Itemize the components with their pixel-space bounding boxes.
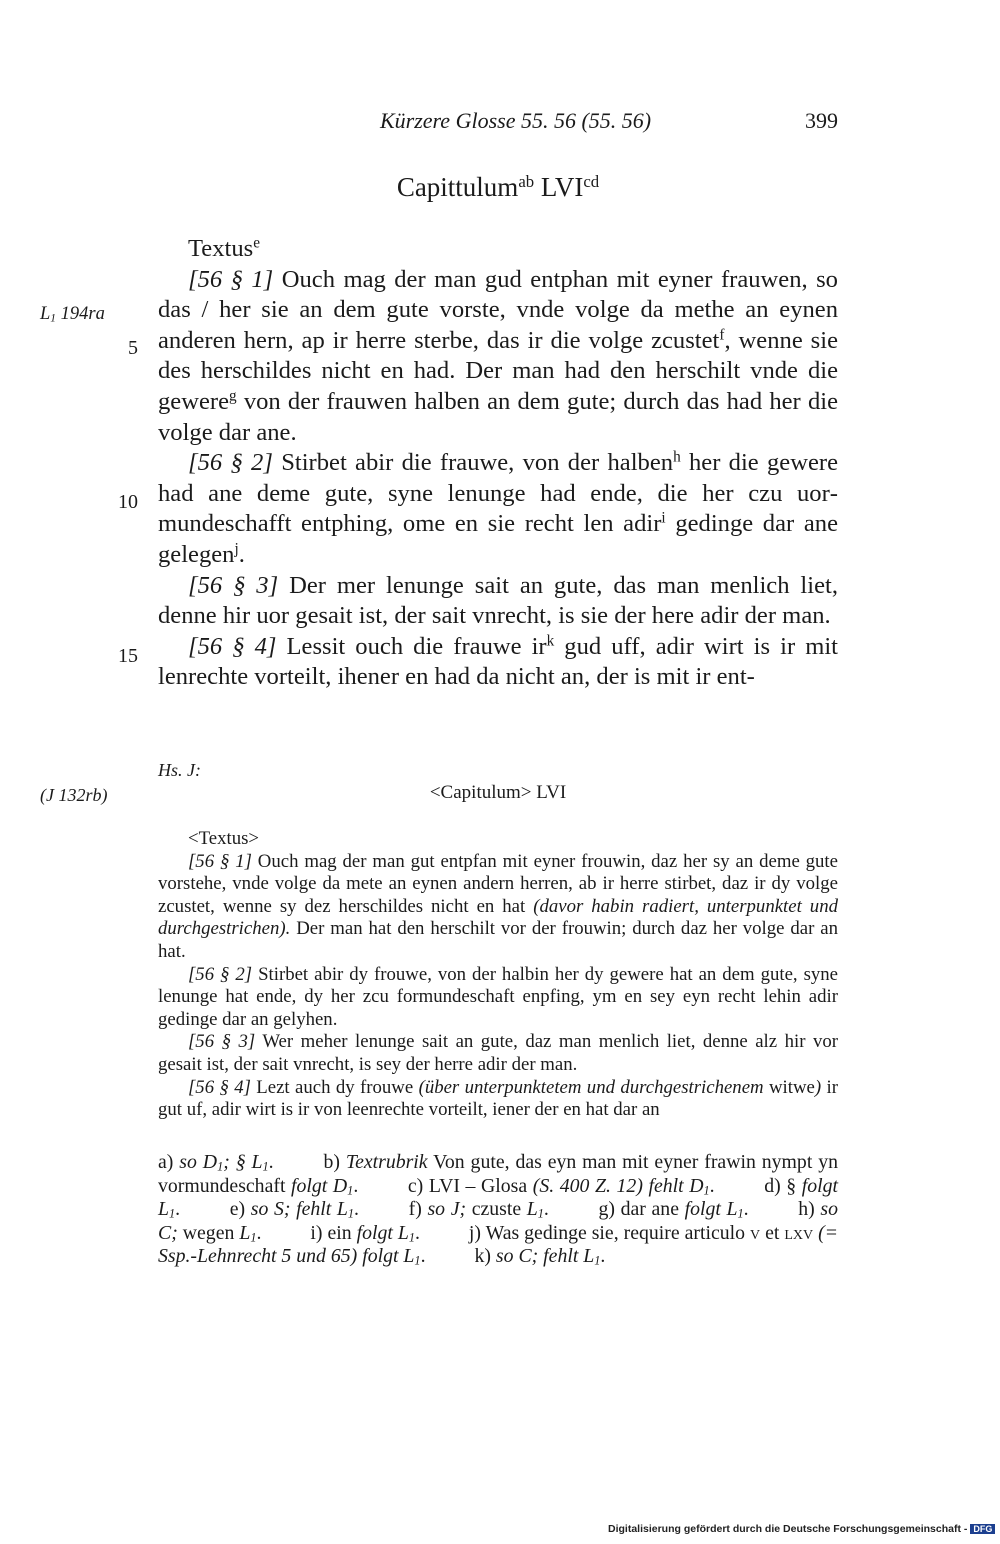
footnote-i: i) ein folgt $L_1$. [310, 1221, 420, 1244]
footnote-d: d) § folgt $L_1$. [158, 1174, 839, 1221]
hsj-paragraph-4: [56 § 4] Lezt auch dy frouwe (über unterpunktetem und durchgestrichenem witwe) ir gut uf, adir wirt is ir von leenrechte vorteilt, iener der en hat dar an [158, 1076, 838, 1121]
chapter-numeral: LVI [540, 172, 584, 202]
hsj-paragraph-2: [56 § 2] Stirbet abir dy frouwe, von der halbin her dy gewere hat an dem gute, syne lenunge hat ende, dy her zcu formundeschaft enpfing, ym en sey eyn recht lehin adir gedinge dar an gelyhen. [158, 963, 838, 1030]
hsj-label: Hs. J: [158, 760, 201, 780]
footnote-a: a) so $D_1$; § $L_1$. [158, 1151, 274, 1174]
line-number-5: 5 [128, 337, 138, 359]
page-number: 399 [805, 108, 838, 133]
section-ref: [56 § 2] [188, 449, 273, 477]
margin-ref-j: (J 132rb) [40, 785, 108, 805]
main-text [158, 234, 838, 693]
chapter-title [158, 172, 838, 203]
hsj-textus-heading: <Textus> [188, 828, 259, 849]
textus-heading: Textus$^e$ [188, 234, 260, 262]
footnote-c: c) LVI – Glosa (S. 400 Z. 12) fehlt $D_1$. [407, 1174, 715, 1197]
margin-ref-l1: $L_1$ 194ra [40, 304, 105, 325]
section-ref: [56 § 3] [188, 571, 279, 599]
funding-notice: Digitalisierung gefördert durch die Deutsche Forschungsgemeinschaft - DFG [608, 1523, 995, 1535]
footnote-h: h) so C; wegen $L_1$. [158, 1198, 838, 1244]
paragraph-2: [56 § 2] Stirbet abir die frauwe, von der halben$^h$ her die gewere had ane deme gute, syne lenunge had ende, die her czu uormundeschafft entphing, ome en sie recht len adir$^i$ gedinge dar ane gelegen$^j$. [158, 448, 838, 568]
footnote-b: b) Textrubrik Von gute, das eyn man mit eyner frawin nympt yn vormundeschaft folgt $D_1$. [158, 1151, 838, 1197]
paragraph-3: [56 § 3] Der mer lenunge sait an gute, das man menlich liet, denne hir uor gesait ist, der sait vnrecht, is sie der here adir der man. [158, 571, 838, 630]
footnotes [158, 1151, 838, 1269]
hsj-chapter-title: <Capitulum> LVI [429, 782, 567, 803]
footnote-k: k) so C; fehlt $L_1$. [474, 1245, 606, 1268]
chapter-footnote-mark-cd: cd [583, 171, 600, 191]
line-number-15: 15 [118, 645, 138, 667]
section-ref: [56 § 4] [188, 632, 277, 660]
hsj-paragraph-1: [56 § 1] Ouch mag der man gut entpfan mit eyner frouwin, daz her sy an deme gute vorstehe, vnde volge da mete an eynen andern herren, ab ir herre stirbet, daz ir dy volge zcustet, wenne sy dez herschildes nicht en hat (davor habin radiert, unterpunktet und durchgestrichen). Der man hat den herschilt vor der frouwin; durch daz her volge dar an hat. [158, 850, 838, 962]
footnote-g: g) dar ane folgt $L_1$. [598, 1198, 749, 1221]
section-ref: [56 § 1] [188, 265, 274, 293]
hsj-paragraph-3: [56 § 3] Wer meher lenunge sait an gute, daz man menlich liet, denne alz hir vor gesait ist, der sait vnrecht, is sey der herre adir der man. [158, 1031, 838, 1075]
running-title: Kürzere Glosse 55. 56 (55. 56) [380, 108, 652, 133]
dfg-logo: DFG [970, 1524, 995, 1534]
chapter-footnote-mark-ab: ab [518, 171, 535, 191]
footnote-e: e) so S; fehlt $L_1$. [229, 1198, 359, 1221]
hsj-text [158, 828, 838, 1122]
paragraph-1: [56 § 1] Ouch mag der man gud entphan mit eyner frauwen, so das / her sie an dem gute vorste, vnde volge da methe an eynen anderen hern, ap ir herre sterbe, das ir die volge zcustet$^f$, wenne sie des herschildes nicht en had. Der man had den herschilt vnde die gewere$^g$ von der frauwen halben an dem gute; durch das had her die volge dar ane. [158, 265, 838, 446]
footnote-f: f) so J; czuste $L_1$. [408, 1198, 549, 1221]
paragraph-4: [56 § 4] Lessit ouch die frauwe $ir^k$ gud uff, adir wirt is ir mit lenrechte vorteilt, ihener en had da nicht an, der is mit ir ent- [158, 632, 838, 691]
footnote-j: j) Was gedinge sie, require articulo v et lxv (= Ssp.-Lehnrecht 5 und 65) folgt $L_1$. [158, 1221, 839, 1268]
chapter-word: Capittulum [396, 172, 519, 202]
line-number-10: 10 [118, 491, 138, 513]
